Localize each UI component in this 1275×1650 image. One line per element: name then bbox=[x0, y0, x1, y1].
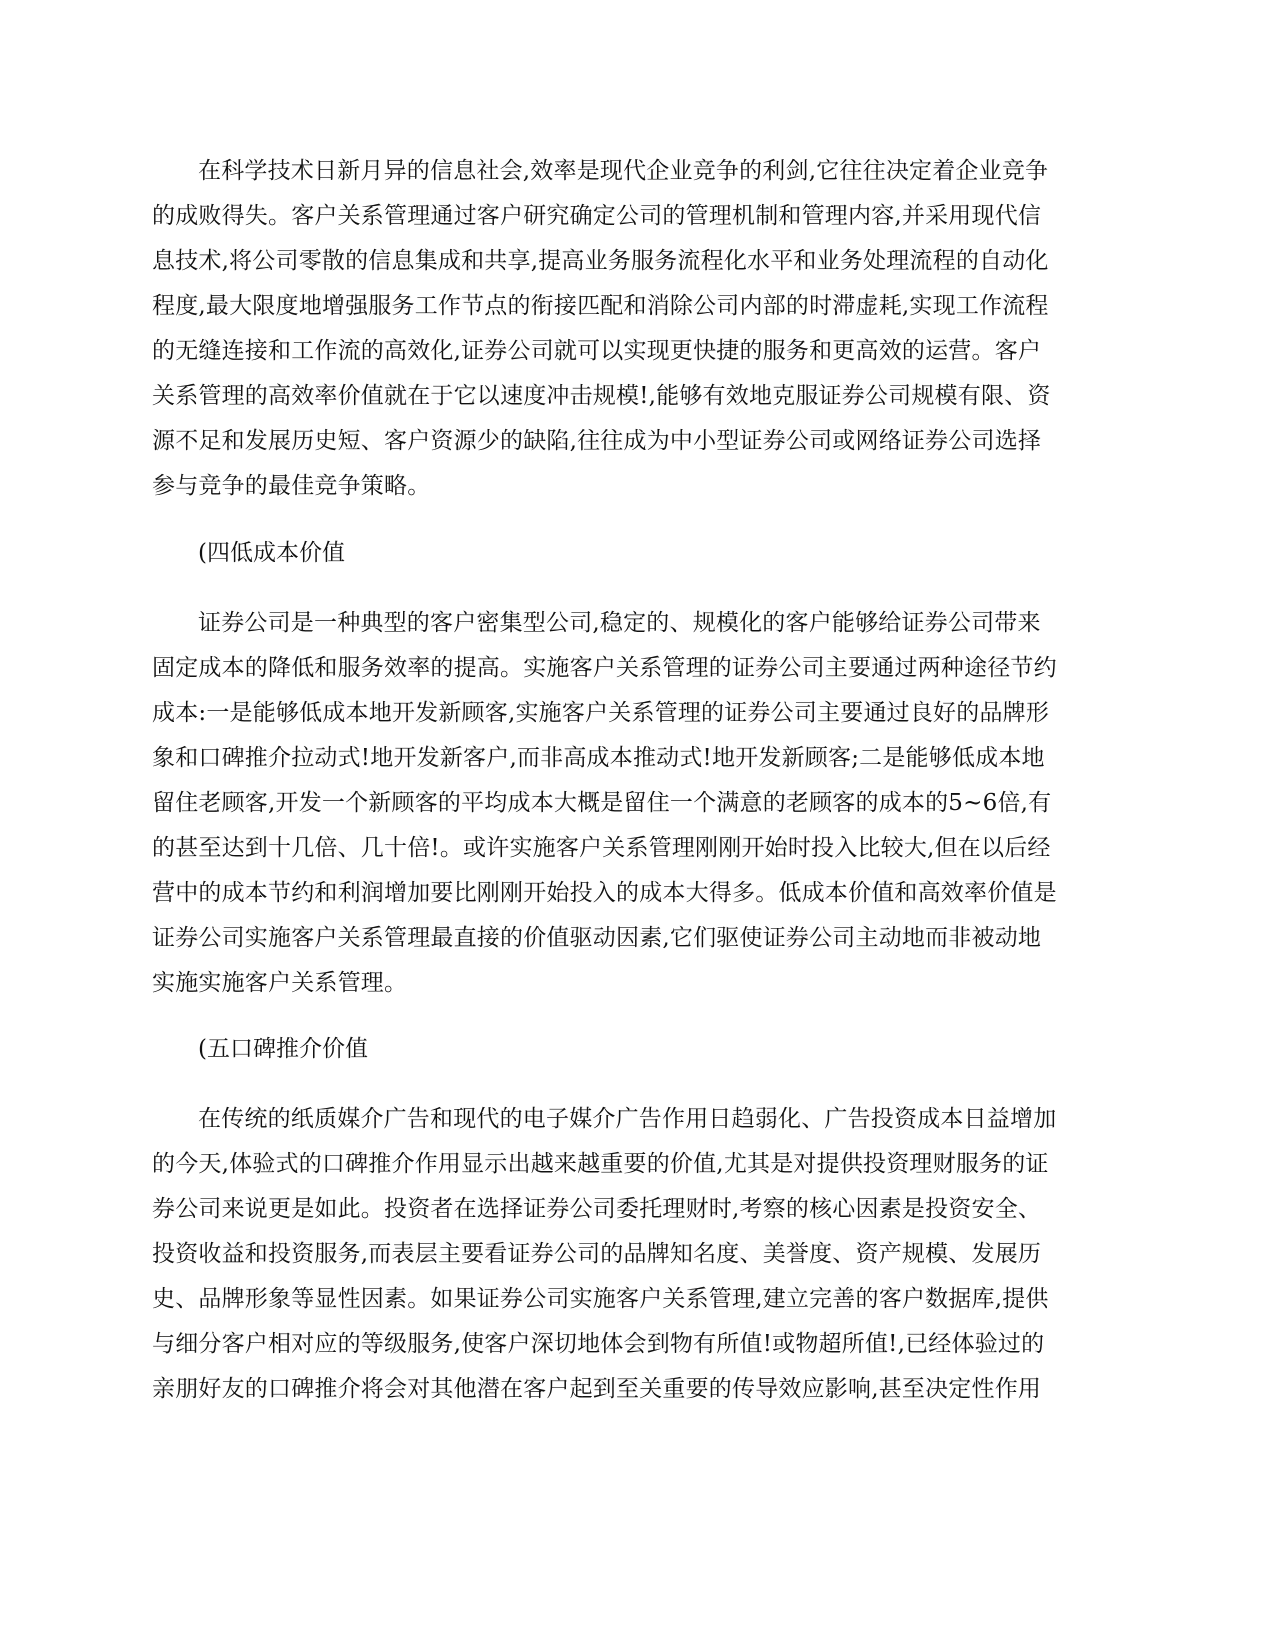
text-line: 留住老顾客,开发一个新顾客的平均成本大概是留住一个满意的老顾客的成本的5~6倍,有 bbox=[152, 790, 1052, 816]
text-line: 实施实施客户关系管理。 bbox=[152, 970, 408, 996]
text-line: 营中的成本节约和利润增加要比刚刚开始投入的成本大得多。低成本价值和高效率价值是 bbox=[152, 880, 1057, 906]
text-line: 象和口碑推介拉动式!地开发新客户,而非高成本推动式!地开发新顾客;二是能够低成本地 bbox=[152, 745, 1045, 771]
text-line: 证券公司实施客户关系管理最直接的价值驱动因素,它们驱使证券公司主动地而非被动地 bbox=[152, 925, 1042, 951]
text-line: 关系管理的高效率价值就在于它以速度冲击规模!,能够有效地克服证券公司规模有限、资 bbox=[152, 383, 1051, 409]
text-line: 在科学技术日新月异的信息社会,效率是现代企业竞争的利剑,它往往决定着企业竞争 bbox=[198, 158, 1049, 184]
text-line: 的甚至达到十几倍、几十倍!。或许实施客户关系管理刚刚开始时投入比较大,但在以后经 bbox=[152, 835, 1051, 861]
text-line: 的今天,体验式的口碑推介作用显示出越来越重要的价值,尤其是对提供投资理财服务的证 bbox=[152, 1151, 1049, 1177]
text-line: 固定成本的降低和服务效率的提高。实施客户关系管理的证券公司主要通过两种途径节约 bbox=[152, 655, 1057, 681]
text-line: 在传统的纸质媒介广告和现代的电子媒介广告作用日趋弱化、广告投资成本日益增加 bbox=[198, 1106, 1057, 1132]
text-line: 亲朋好友的口碑推介将会对其他潜在客户起到至关重要的传导效应影响,甚至决定性作用 bbox=[152, 1376, 1042, 1402]
text-line: 的成败得失。客户关系管理通过客户研究确定公司的管理机制和管理内容,并采用现代信 bbox=[152, 203, 1042, 229]
text-line: 程度,最大限度地增强服务工作节点的衔接匹配和消除公司内部的时滞虚耗,实现工作流程 bbox=[152, 293, 1049, 319]
text-line: 成本:一是能够低成本地开发新顾客,实施客户关系管理的证券公司主要通过良好的品牌形 bbox=[152, 700, 1050, 726]
text-line: 参与竞争的最佳竞争策略。 bbox=[152, 473, 431, 499]
text-line: 源不足和发展历史短、客户资源少的缺陷,往往成为中小型证券公司或网络证券公司选择 bbox=[152, 428, 1042, 454]
text-line: 证券公司是一种典型的客户密集型公司,稳定的、规模化的客户能够给证券公司带来 bbox=[198, 610, 1041, 636]
text-line: 投资收益和投资服务,而表层主要看证券公司的品牌知名度、美誉度、资产规模、发展历 bbox=[152, 1241, 1042, 1267]
section-heading-word-of-mouth: (五口碑推介价值 bbox=[198, 1036, 368, 1062]
text-line: 券公司来说更是如此。投资者在选择证券公司委托理财时,考察的核心因素是投资安全、 bbox=[152, 1196, 1042, 1222]
text-line: 史、品牌形象等显性因素。如果证券公司实施客户关系管理,建立完善的客户数据库,提供 bbox=[152, 1286, 1049, 1312]
text-line: 的无缝连接和工作流的高效化,证券公司就可以实现更快捷的服务和更高效的运营。客户 bbox=[152, 338, 1042, 364]
section-heading-low-cost: (四低成本价值 bbox=[198, 540, 345, 566]
text-line: 与细分客户相对应的等级服务,使客户深切地体会到物有所值!或物超所值!,已经体验过的 bbox=[152, 1331, 1045, 1357]
text-line: 息技术,将公司零散的信息集成和共享,提高业务服务流程化水平和业务处理流程的自动化 bbox=[152, 248, 1049, 274]
